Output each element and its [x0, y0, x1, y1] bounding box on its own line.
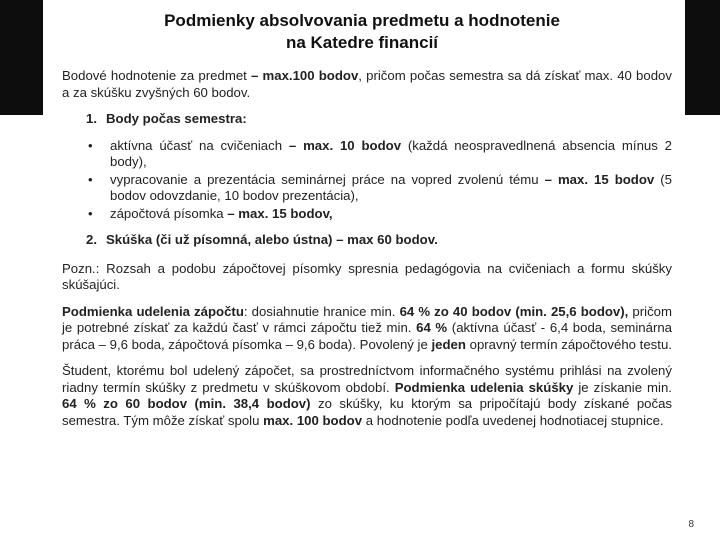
section-1-number: 1. [86, 111, 97, 126]
list-item [88, 138, 672, 171]
student-text-1: Študent, ktorému bol udelený zápočet, sa prostredníctvom informačného systému prihlási na zvolený riadny termín skúšky z predmetu v skúškovom období. [62, 363, 672, 395]
intro-paragraph [62, 68, 672, 101]
right-dark-bar [685, 0, 720, 115]
title-line-2: na Katedre financií [285, 33, 439, 52]
bullet-points: – max. 15 bodov, [227, 205, 333, 221]
student-text-2: je získanie min. [573, 379, 672, 395]
list-item [88, 172, 672, 205]
condition-label: Podmienka udelenia zápočtu [62, 303, 244, 319]
intro-text-2: , pričom počas semestra sa dá získať max. 40 bodov a za skúšku zvyšných 60 bodov. [62, 68, 672, 100]
bullet-mark: • [88, 205, 93, 221]
section-2-title: Skúška (či už písomná, alebo ústna) – max 60 bodov. [106, 232, 438, 247]
bullet-mark: • [88, 171, 93, 187]
section-2-number: 2. [86, 232, 97, 247]
condition-text-1: : dosiahnutie hranice min. [243, 303, 400, 319]
section-2-heading [86, 232, 672, 249]
condition-text-4: opravný termín zápočtového testu. [465, 336, 672, 352]
note-paragraph: Pozn.: Rozsah a podobu zápočtovej písomky spresnia pedagógovia na cvičeniach a formu skúšky skúšajúci. [62, 260, 672, 292]
condition-paragraph [62, 304, 672, 354]
document-body [62, 68, 672, 439]
title-line-1: Podmienky absolvovania predmetu a hodnotenie [164, 11, 560, 30]
bullet-points: – max. 10 bodov [288, 137, 402, 153]
semester-points-list [88, 138, 672, 223]
intro-text-1: Bodové hodnotenie za predmet [62, 68, 251, 83]
bullet-mark: • [88, 137, 93, 153]
exam-condition-label: Podmienka udelenia skúšky [394, 379, 574, 395]
condition-text-2: pričom je potrebné získať za každú časť v rámci zápočtu tiež min. [62, 303, 672, 335]
student-paragraph [62, 363, 672, 429]
page-number: 8 [688, 519, 694, 530]
intro-max-points: – max.100 bodov [251, 68, 359, 83]
page-title [46, 10, 678, 54]
total-max-points: max. 100 bodov [263, 412, 363, 428]
bullet-text: vypracovanie a prezentácia seminárnej práce na vopred zvolenú tému [110, 171, 545, 187]
condition-percent: 64 % [416, 320, 448, 335]
exam-threshold: 64 % zo 60 bodov (min. 38,4 bodov) [62, 396, 311, 411]
section-1-heading [86, 111, 672, 128]
bullet-detail: (5 bodov odovzdanie, 10 bodov prezentácia), [110, 171, 673, 203]
condition-threshold: 64 % zo 40 bodov (min. 25,6 bodov), [399, 303, 629, 319]
bullet-points: – max. 15 bodov [544, 171, 655, 187]
bullet-detail: (každá neospravedlnená absencia mínus 2 body), [110, 137, 673, 169]
left-dark-bar [0, 0, 43, 115]
document-page [46, 0, 678, 540]
condition-text-3: (aktívna účasť - 6,4 boda, seminárna práca – 9,6 boda, zápočtová písomka – 9,6 boda). Povolený je [62, 320, 673, 352]
student-text-3: zo skúšky, ku ktorým sa pripočítajú body získané počas semestra. Tým môže získať spolu [62, 396, 673, 428]
condition-one-retake: jeden [431, 336, 466, 352]
bullet-text: zápočtová písomka [110, 205, 228, 221]
student-text-4: a hodnotenie podľa uvedenej hodnotiacej stupnice. [362, 412, 664, 428]
list-item [88, 206, 672, 223]
bullet-text: aktívna účasť na cvičeniach [110, 137, 289, 153]
section-1-title: Body počas semestra: [106, 111, 247, 126]
